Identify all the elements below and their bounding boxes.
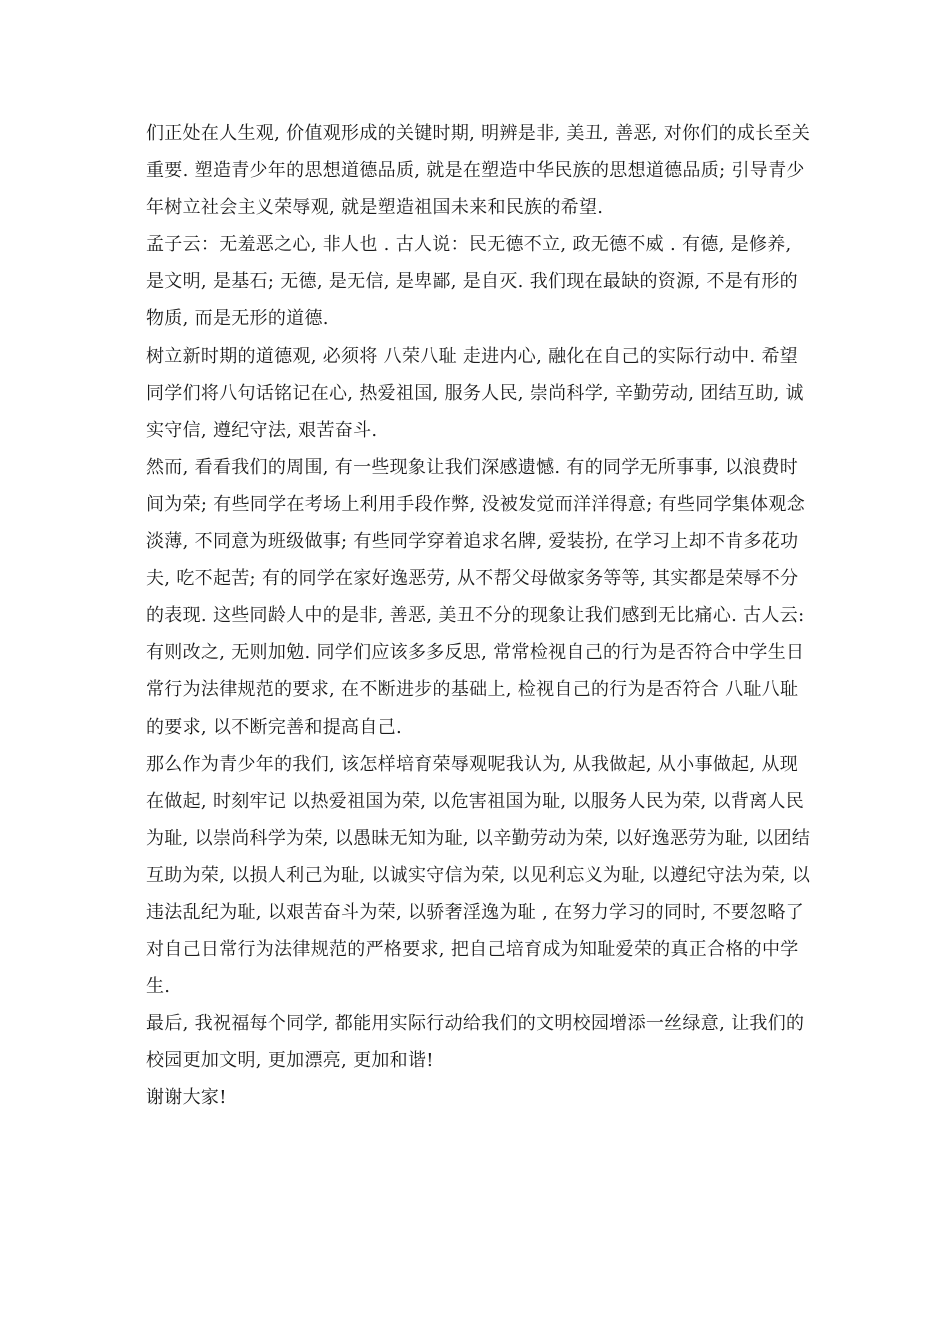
paragraph-morality: 树立新时期的道德观, 必须将 八荣八耻 走进内心, 融化在自己的实际行动中. 希望同学们将八句话铭记在心, 热爱祖国, 服务人民, 崇尚科学, 辛勤劳动, 团结互助, 诚实守信, 遵纪守法, 艰苦奋斗. bbox=[146, 345, 804, 441]
document-body bbox=[146, 115, 814, 1117]
paragraph-thanks: 谢谢大家! bbox=[146, 1087, 227, 1109]
paragraph-values: 们正处在人生观, 价值观形成的关键时期, 明辨是非, 美丑, 善恶, 对你们的成长至关重要. 塑造青少年的思想道德品质, 就是在塑造中华民族的思想道德品质; 引导青少年树立社会主义荣辱观, 就是塑造祖国未来和民族的希望. bbox=[146, 123, 811, 219]
paragraph-mencius: 孟子云：无羞恶之心, 非人也 . 古人说：民无德不立, 政无德不威 . 有德, 是修养, 是文明, 是基石; 无德, 是无信, 是卑鄙, 是自灭. 我们现在最缺的资源, 不是有形的物质, 而是无形的道德. bbox=[146, 234, 798, 330]
paragraph-blessing: 最后, 我祝福每个同学, 都能用实际行动给我们的文明校园增添一丝绿意, 让我们的校园更加文明, 更加漂亮, 更加和谐! bbox=[146, 1013, 805, 1072]
paragraph-cultivation: 那么作为青少年的我们, 该怎样培育荣辱观呢我认为, 从我做起, 从小事做起, 从现在做起, 时刻牢记 以热爱祖国为荣, 以危害祖国为耻, 以服务人民为荣, 以背离人民为耻, 以崇尚科学为荣, 以愚昧无知为耻, 以辛勤劳动为荣, 以好逸恶劳为耻, 以团结互助为荣, 以损人利己为耻, 以诚实守信为荣, 以见利忘义为耻, 以遵纪守法为荣, 以违法乱纪为耻, 以艰苦奋斗为荣, 以骄奢淫逸为耻 , 在努力学习的同时, 不要忽略了对自己日常行为法律规范的严格要求, 把自己培育成为知耻爱荣的真正合格的中学生. bbox=[146, 753, 811, 998]
paragraph-phenomena: 然而, 看看我们的周围, 有一些现象让我们深感遗憾. 有的同学无所事事, 以浪费时间为荣; 有些同学在考场上利用手段作弊, 没被发觉而洋洋得意; 有些同学集体观念淡薄, 不同意为班级做事; 有些同学穿着追求名牌, 爱装扮, 在学习上却不肯多花功夫, 吃不起苦; 有的同学在家好逸恶劳, 从不帮父母做家务等等, 其实都是荣辱不分的表现. 这些同龄人中的是非, 善恶, 美丑不分的现象让我们感到无比痛心. 古人云: 有则改之, 无则加勉. 同学们应该多多反思, 常常检视自己的行为是否符合中学生日常行为法律规范的要求, 在不断进步的基础上, 检视自己的行为是否符合 八耻八耻 的要求, 以不断完善和提高自己. bbox=[146, 456, 806, 738]
